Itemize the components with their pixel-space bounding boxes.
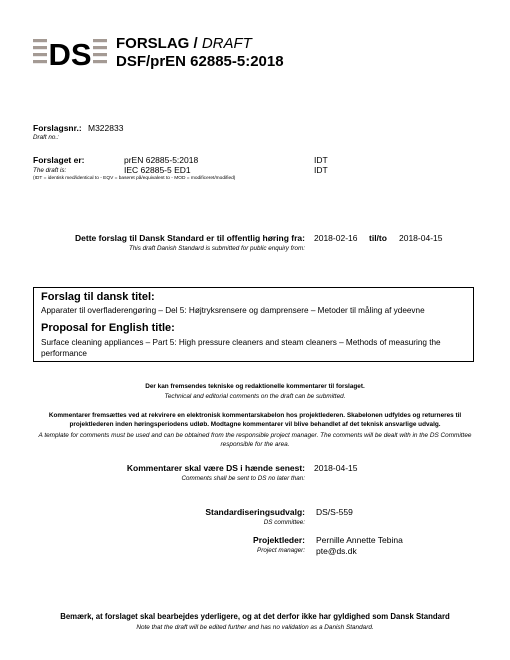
deadline-label-en: Comments shall be sent to DS no later than: — [181, 475, 305, 482]
footer-note-en: Note that the draft will be edited further and has no validation as a Danish Standard. — [136, 624, 374, 631]
draft-rel-2: IDT — [314, 165, 328, 175]
relation-legend: (IDT = identisk med/identical to - EQV = baseret på/equivalent to - MOD = modificeret/modified) — [33, 176, 236, 181]
draft-is-label: Forslaget er: — [33, 155, 85, 165]
english-title: Surface cleaning appliances – Part 5: High pressure cleaners and steam cleaners – Methods of measuring the performance — [41, 338, 441, 358]
ds-logo — [33, 36, 107, 68]
committee-label: Standardiseringsudvalg: — [205, 507, 305, 517]
draft-doc-1: prEN 62885-5:2018 — [124, 155, 199, 165]
draft-doc-2: IEC 62885-5 ED1 — [124, 165, 191, 175]
enquiry-label: Dette forslag til Dansk Standard er til offentlig høring fra: — [75, 233, 305, 243]
enquiry-to-label: til/to — [369, 233, 387, 243]
manager-name: Pernille Annette Tebina — [316, 535, 403, 545]
danish-title-heading: Forslag til dansk titel: — [41, 291, 155, 303]
english-title-heading: Proposal for English title: — [41, 322, 175, 334]
enquiry-from-date: 2018-02-16 — [314, 233, 358, 243]
manager-label: Projektleder: — [253, 535, 305, 545]
enquiry-to-date: 2018-04-15 — [399, 233, 443, 243]
deadline-date: 2018-04-15 — [314, 463, 358, 473]
proposal-no-label: Forslagsnr.: — [33, 123, 82, 133]
titles-box — [33, 287, 474, 362]
deadline-label: Kommentarer skal være DS i hænde senest: — [126, 463, 305, 473]
enquiry-label-en: This draft Danish Standard is submitted for public enquiry from: — [128, 245, 305, 252]
comments-info-en: Technical and editorial comments on the draft can be submitted. — [164, 393, 346, 400]
ds-logo-text: DS — [48, 37, 92, 68]
footer-note: Bemærk, at forslaget skal bearbejdes yderligere, og at det derfor ikke har gyldighed som Dansk Standard — [60, 612, 450, 621]
draft-is-label-en: The draft is: — [33, 167, 67, 174]
comments-template-info: Kommentarer fremsættes ved at rekvirere en elektronisk kommentarskabelon hos projektlederen. Skabelonen udfyldes og returneres til projektlederen inden høringsperiodens udløb. Modtagne kommentarer vil blive behandlet af det teknisk ansvarlige udvalg. — [48, 412, 462, 428]
proposal-no-value: M322833 — [88, 123, 124, 133]
header-title — [116, 35, 252, 52]
draft-rel-1: IDT — [314, 155, 328, 165]
title-draft: DRAFT — [201, 35, 252, 52]
comments-info: Der kan fremsendes tekniske og redaktionelle kommentarer til forslaget. — [145, 383, 365, 390]
title-prefix: FORSLAG / — [116, 35, 198, 52]
comments-template-info-en: A template for comments must be used and can be obtained from the responsible project manager. The comments will be dealt with in the DS Committee responsible for the area. — [38, 432, 472, 448]
manager-email[interactable]: pte@ds.dk — [316, 546, 357, 556]
committee-label-en: DS committee: — [263, 519, 305, 526]
manager-label-en: Project manager: — [257, 547, 305, 554]
committee-value: DS/S-559 — [316, 507, 353, 517]
danish-title: Apparater til overfladerengøring – Del 5: Højtryksrensere og damprensere – Metoder til måling af ydeevne — [41, 306, 425, 315]
document-id: DSF/prEN 62885-5:2018 — [116, 53, 284, 70]
proposal-no-label-en: Draft no.: — [33, 134, 59, 141]
